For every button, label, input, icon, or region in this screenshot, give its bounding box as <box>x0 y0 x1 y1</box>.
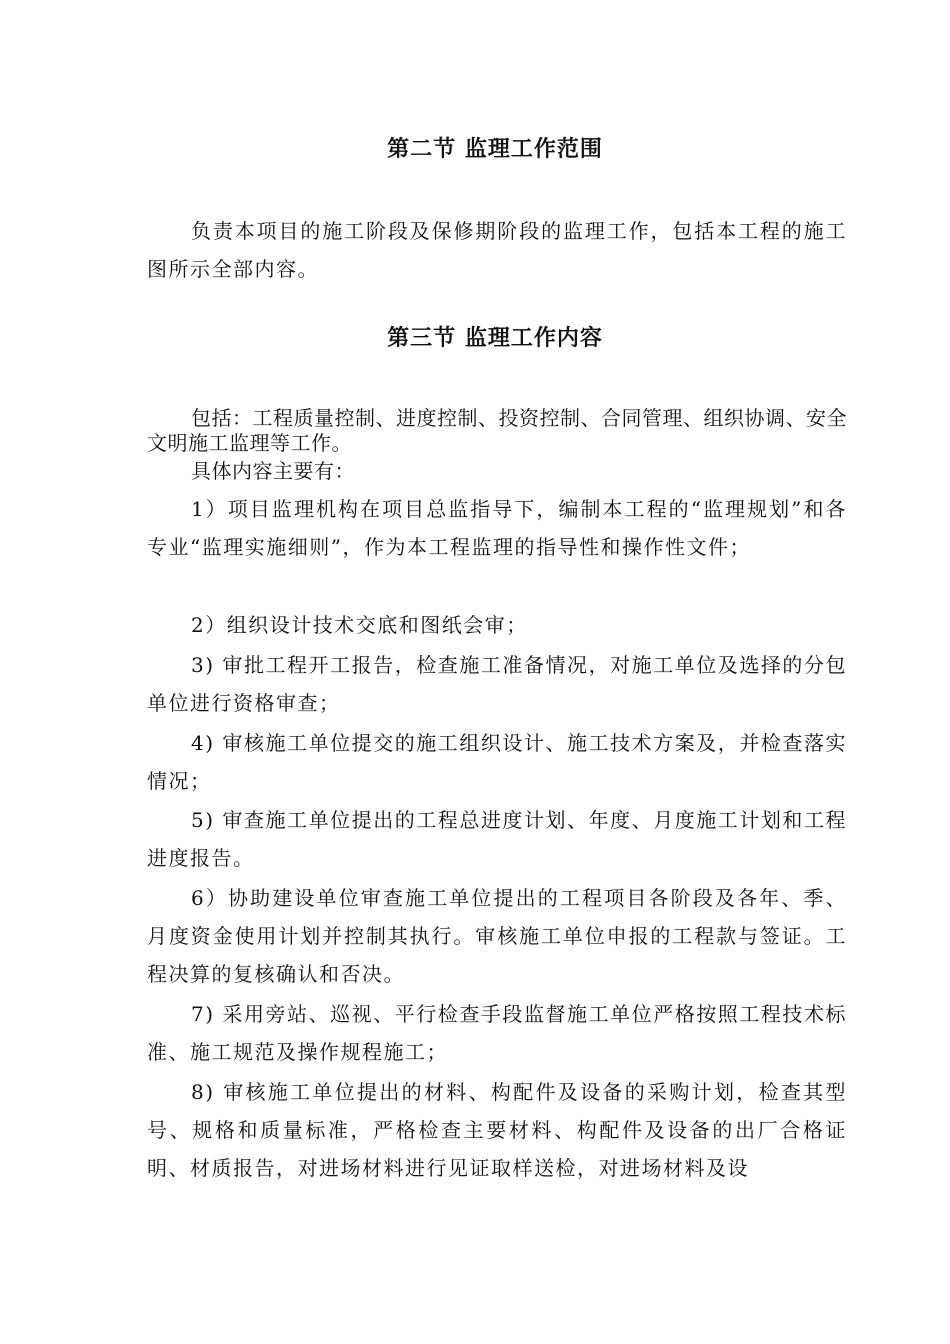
list-item-4: 4) 审核施工单位提交的施工组织设计、施工技术方案及，并检查落实情况； <box>147 731 847 793</box>
list-item-8: 8) 审核施工单位提出的材料、构配件及设备的采购计划，检查其型号、规格和质量标准，严格检查主要材料、构配件及设备的出厂合格证明、材质报告，对进场材料进行见证取样送检，对进场材料及设 <box>147 1080 847 1180</box>
list-item-6: 6）协助建设单位审查施工单位提出的工程项目各阶段及各年、季、月度资金使用计划并控制其执行。审核施工单位申报的工程款与签证。工程决算的复核确认和否决。 <box>147 886 847 986</box>
scope-paragraph: 负责本项目的施工阶段及保修期阶段的监理工作，包括本工程的施工图所示全部内容。 <box>147 219 847 281</box>
list-item-2: 2）组织设计技术交底和图纸会审； <box>191 613 528 637</box>
list-item-1: 1）项目监理机构在项目总监指导下，编制本工程的“监理规划”和各专业“监理实施细则”，作为本工程监理的指导性和操作性文件； <box>147 497 847 559</box>
list-item-7: 7) 采用旁站、巡视、平行检查手段监督施工单位严格按照工程技术标准、施工规范及操作规程施工； <box>147 1002 847 1064</box>
section-heading-content: 第三节 监理工作内容 <box>387 326 603 351</box>
content-lead-line: 具体内容主要有： <box>191 459 355 483</box>
list-item-3: 3) 审批工程开工报告，检查施工准备情况，对施工单位及选择的分包单位进行资格审查； <box>147 653 847 715</box>
list-item-5: 5) 审查施工单位提出的工程总进度计划、年度、月度施工计划和工程进度报告。 <box>147 808 847 870</box>
section-heading-scope: 第二节 监理工作范围 <box>387 137 603 162</box>
content-intro-paragraph: 包括：工程质量控制、进度控制、投资控制、合同管理、组织协调、安全文明施工监理等工作。 <box>147 406 847 455</box>
